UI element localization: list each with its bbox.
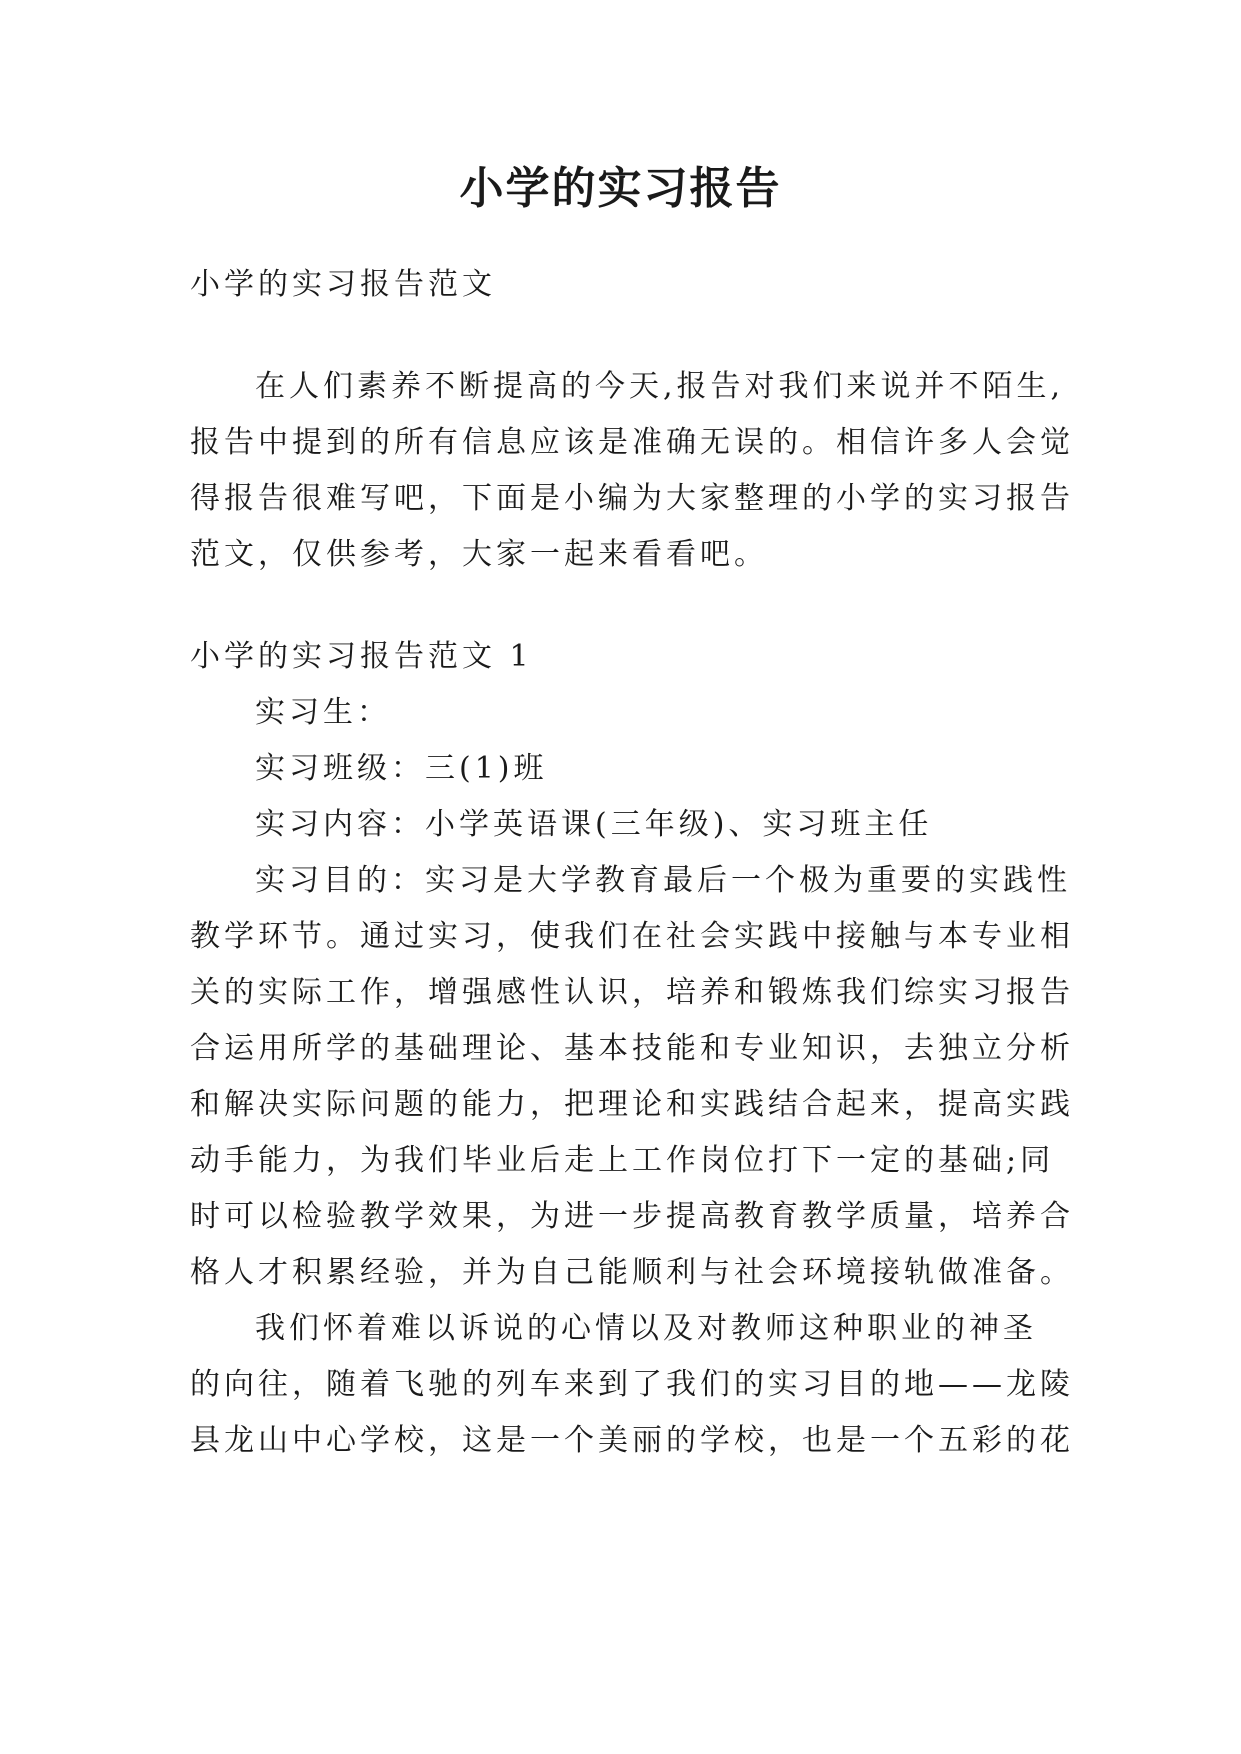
purpose-line: 格人才积累经验，并为自己能顺利与社会环境接轨做准备。 <box>190 1255 1074 1290</box>
document-subtitle: 小学的实习报告范文 <box>190 267 496 302</box>
class-field: 实习班级：三(1)班 <box>255 751 548 786</box>
journey-line: 的向往，随着飞驰的列车来到了我们的实习目的地——龙陵 <box>190 1367 1074 1402</box>
intro-line: 在人们素养不断提高的今天,报告对我们来说并不陌生, <box>255 369 1065 404</box>
document-title: 小学的实习报告 <box>459 163 782 214</box>
purpose-line: 实习目的：实习是大学教育最后一个极为重要的实践性 <box>255 863 1071 898</box>
purpose-line: 动手能力，为我们毕业后走上工作岗位打下一定的基础;同 <box>190 1143 1055 1178</box>
intro-line: 得报告很难写吧，下面是小编为大家整理的小学的实习报告 <box>190 481 1074 516</box>
purpose-line: 合运用所学的基础理论、基本技能和专业知识，去独立分析 <box>190 1031 1074 1066</box>
purpose-line: 教学环节。通过实习，使我们在社会实践中接触与本专业相 <box>190 919 1074 954</box>
content-field: 实习内容：小学英语课(三年级)、实习班主任 <box>255 807 933 842</box>
purpose-line: 关的实际工作，增强感性认识，培养和锻炼我们综实习报告 <box>190 975 1074 1010</box>
purpose-line: 和解决实际问题的能力，把理论和实践结合起来，提高实践 <box>190 1087 1074 1122</box>
intro-line: 报告中提到的所有信息应该是准确无误的。相信许多人会觉 <box>190 425 1074 460</box>
purpose-line: 时可以检验教学效果，为进一步提高教育教学质量，培养合 <box>190 1199 1074 1234</box>
intro-line: 范文，仅供参考，大家一起来看看吧。 <box>190 537 768 572</box>
intern-field: 实习生： <box>255 695 391 730</box>
journey-line: 我们怀着难以诉说的心情以及对教师这种职业的神圣 <box>255 1311 1037 1346</box>
journey-line: 县龙山中心学校，这是一个美丽的学校，也是一个五彩的花 <box>190 1423 1074 1458</box>
section-heading: 小学的实习报告范文 1 <box>190 639 533 674</box>
